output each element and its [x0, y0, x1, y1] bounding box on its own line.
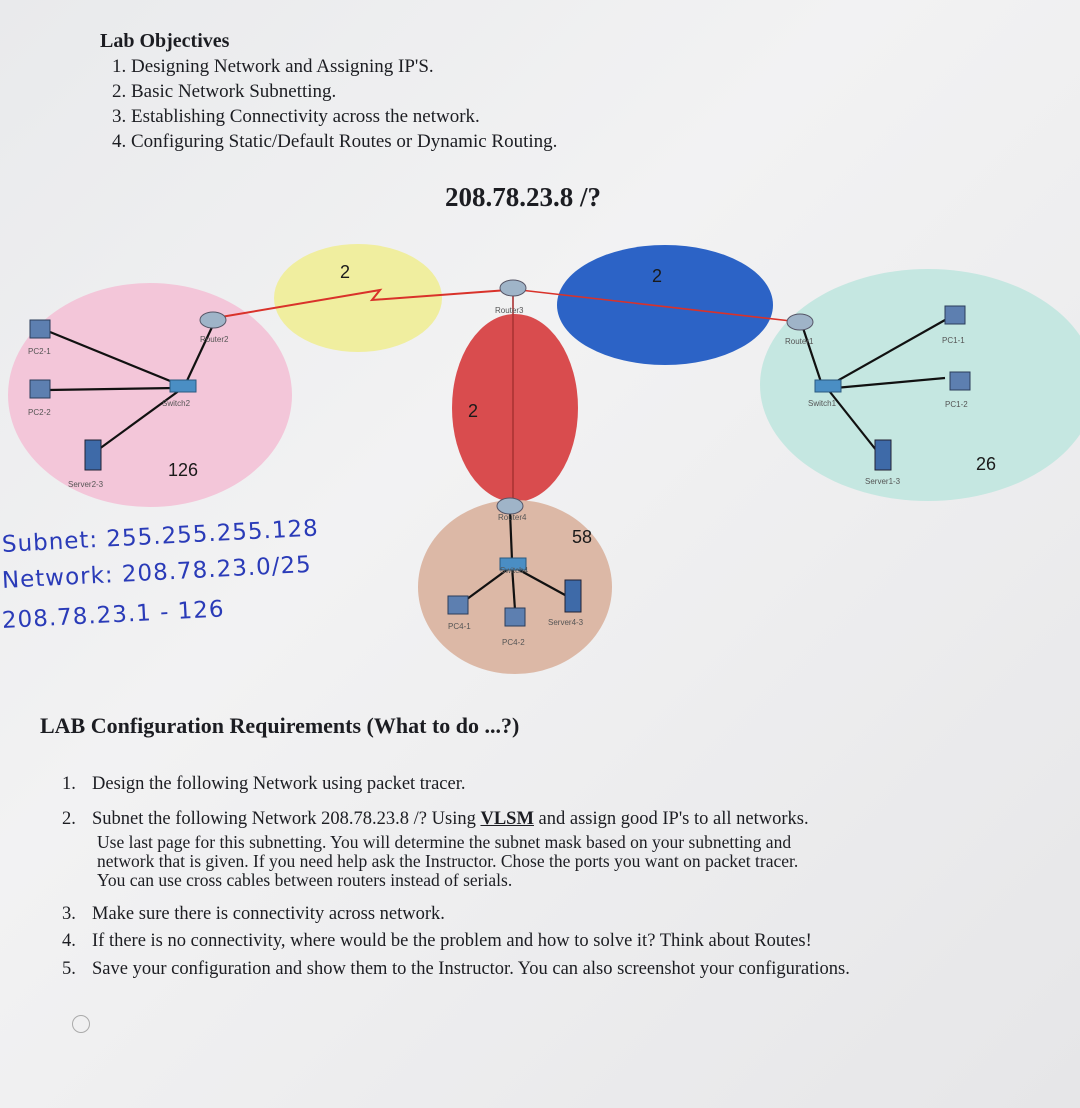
requirement-item-4: 4. If there is no connectivity, where would be the problem and how to solve it? Think about Routes!: [62, 931, 812, 951]
label-switch1: Switch1: [808, 399, 837, 408]
handwritten-host-range: 208.78.23.1 - 126: [1, 596, 226, 634]
label-server1-3: Server1-3: [865, 477, 901, 486]
label-switch4: Switch4: [500, 566, 529, 575]
label-pc2-1: PC2-1: [28, 347, 51, 356]
objectives-list: [112, 54, 557, 154]
label-router4: Router4: [498, 513, 527, 522]
handwritten-network: Network: 208.78.23.0/25: [1, 551, 313, 594]
objectives-title: Lab Objectives: [100, 30, 230, 52]
label-router3: Router3: [495, 306, 524, 315]
objective-item-2: 2. Basic Network Subnetting.: [112, 81, 337, 102]
requirement-item-2-line-2: Use last page for this subnetting. You will determine the subnet mask based on your subnetting and: [97, 832, 792, 852]
handwritten-subnet-mask: Subnet: 255.255.255.128: [1, 515, 320, 558]
requirement-item-5: 5. Save your configuration and show them to the Instructor. You can also screenshot your configurations.: [62, 959, 850, 979]
label-server2-3: Server2-3: [68, 480, 104, 489]
requirement-item-2-line-4: You can use cross cables between routers instead of serials.: [97, 870, 513, 890]
requirement-item-2: 2. Subnet the following Network 208.78.23.8 /? Using VLSM and assign good IP's to all networks.: [62, 809, 809, 829]
label-pc1-1: PC1-1: [942, 336, 965, 345]
objective-item-3: 3. Establishing Connectivity across the network.: [112, 106, 480, 127]
pink-lan-bubble: [8, 283, 292, 507]
label-switch2: Switch2: [162, 399, 191, 408]
label-pc4-2: PC4-2: [502, 638, 525, 647]
network-address-title: 208.78.23.8 /?: [445, 182, 602, 212]
count-brown-lan: 58: [572, 527, 593, 547]
count-red-link: 2: [468, 401, 479, 421]
label-pc2-2: PC2-2: [28, 408, 51, 417]
label-server4-3: Server4-3: [548, 618, 584, 627]
green-lan-bubble: [760, 269, 1080, 501]
label-pc4-1: PC4-1: [448, 622, 471, 631]
count-yellow-link: 2: [340, 262, 351, 282]
vlsm-term: VLSM: [480, 809, 534, 829]
count-pink-lan: 126: [168, 460, 199, 480]
count-blue-link: 2: [652, 266, 663, 286]
requirement-item-1: 1. Design the following Network using packet tracer.: [62, 774, 466, 794]
objective-item-1: 1. Designing Network and Assigning IP'S.: [112, 56, 434, 77]
label-router2: Router2: [200, 335, 229, 344]
label-router1: Router1: [785, 337, 814, 346]
yellow-link-bubble: [274, 244, 442, 352]
page-circle-mark: [72, 1015, 90, 1033]
count-green-lan: 26: [976, 454, 997, 474]
objective-item-4: 4. Configuring Static/Default Routes or Dynamic Routing.: [112, 131, 558, 152]
blue-link-bubble: [557, 245, 773, 365]
requirements-title: LAB Configuration Requirements (What to do ...?): [40, 713, 520, 738]
label-pc1-2: PC1-2: [945, 400, 968, 409]
requirement-item-3: 3. Make sure there is connectivity across network.: [62, 904, 445, 924]
requirement-item-2-line-3: network that is given. If you need help ask the Instructor. Chose the ports you want on packet tracer.: [97, 851, 799, 871]
